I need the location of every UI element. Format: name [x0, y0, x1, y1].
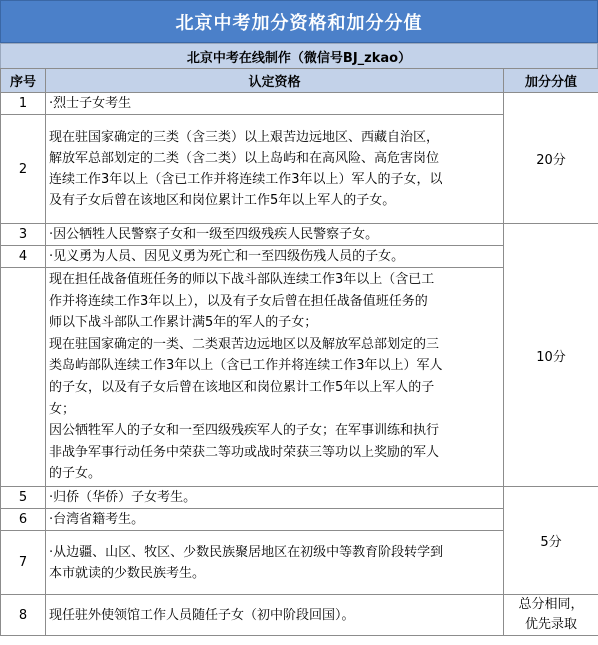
row-qualification	[46, 487, 504, 509]
qualification-line: 解放军总部划定的二类（含二类）以上岛屿和在高风险、高危害岗位	[49, 151, 440, 166]
priority-line: 优先录取	[524, 617, 577, 632]
qualification-line: ·归侨（华侨）子女考生。	[49, 490, 197, 505]
row-qualification	[46, 268, 504, 487]
qualification-line: 女；	[49, 401, 76, 417]
qualification-line: ·烈士子女考生	[49, 96, 132, 111]
row-qualification	[46, 224, 504, 246]
qualification-line: 非战争军事行动任务中荣获二等功或战时荣获三等功以上奖励的军人	[49, 444, 440, 460]
row-number: 7	[1, 531, 46, 595]
qualification-line: 的子女，以及有子女后曾在该地区和岗位累计工作5年以上军人的子	[49, 380, 435, 395]
row-number	[1, 268, 46, 487]
table-header-row	[1, 69, 598, 93]
row-number: 8	[1, 595, 46, 636]
qualification-line: ·台湾省籍考生。	[49, 512, 145, 527]
row-qualification	[46, 509, 504, 531]
row-qualification	[46, 246, 504, 268]
table-row	[1, 595, 598, 636]
table-row	[1, 93, 598, 115]
qualification-line: 现任驻外使领馆工作人员随任子女（初中阶段回国）。	[49, 607, 355, 623]
qualification-line: 类岛屿部队连续工作3年以上（含已工作并将连续工作3年以上）军人	[49, 358, 443, 374]
qualification-line: 本市就读的少数民族考生。	[49, 565, 206, 581]
points-cell-priority	[504, 595, 598, 636]
qualification-line: 连续工作3年以上（含已工作并将连续工作3年以上）军人的子女，以	[49, 172, 443, 187]
qualification-line: 现在担任战备值班任务的师以下战斗部队连续工作3年以上（含已工	[49, 272, 435, 288]
qualification-line: 因公牺牲军人的子女和一至四级残疾军人的子女；在军事训练和执行	[49, 423, 440, 439]
header-qualification: 认定资格	[46, 69, 504, 93]
qualification-line: 及有子女后曾在该地区和岗位累计工作5年以上军人的子女。	[49, 193, 396, 208]
qualification-line: 师以下战斗部队工作累计满5年的军人的子女；	[49, 315, 318, 331]
row-number: 2	[1, 115, 46, 224]
row-number: 6	[1, 509, 46, 531]
qualification-line: 现在驻国家确定的一类、二类艰苦边远地区以及解放军总部划定的三	[49, 336, 440, 352]
table-row	[1, 487, 598, 509]
points-cell-5: 5分	[504, 487, 598, 595]
row-number: 4	[1, 246, 46, 268]
page-title: 北京中考加分资格和加分分值	[0, 0, 598, 43]
priority-line: 总分相同，	[518, 597, 584, 612]
qualification-line: 的子女。	[49, 466, 102, 482]
page-subtitle: 北京中考在线制作（微信号BJ_zkao）	[0, 43, 598, 69]
row-qualification	[46, 115, 504, 224]
row-number: 3	[1, 224, 46, 246]
row-qualification	[46, 531, 504, 595]
table-row	[1, 224, 598, 246]
qualification-line: 现在驻国家确定的三类（含三类）以上艰苦边远地区、西藏自治区，	[49, 130, 440, 145]
points-cell-20: 20分	[504, 93, 598, 224]
qualification-line: ·因公牺牲人民警察子女和一级至四级残疾人民警察子女。	[49, 227, 379, 242]
qualification-line: ·从边疆、山区、牧区、少数民族聚居地区在初级中等教育阶段转学到	[49, 544, 444, 560]
row-number: 5	[1, 487, 46, 509]
row-qualification	[46, 595, 504, 636]
qualification-line: ·见义勇为人员、因见义勇为死亡和一至四级伤残人员的子女。	[49, 249, 405, 264]
header-no: 序号	[1, 69, 46, 93]
row-number: 1	[1, 93, 46, 115]
points-cell-10: 10分	[504, 224, 598, 487]
qualification-line: 作并将连续工作3年以上），以及有子女后曾在担任战备值班任务的	[49, 293, 428, 309]
header-points: 加分分值	[504, 69, 598, 93]
row-qualification	[46, 93, 504, 115]
qualification-table	[0, 68, 598, 636]
